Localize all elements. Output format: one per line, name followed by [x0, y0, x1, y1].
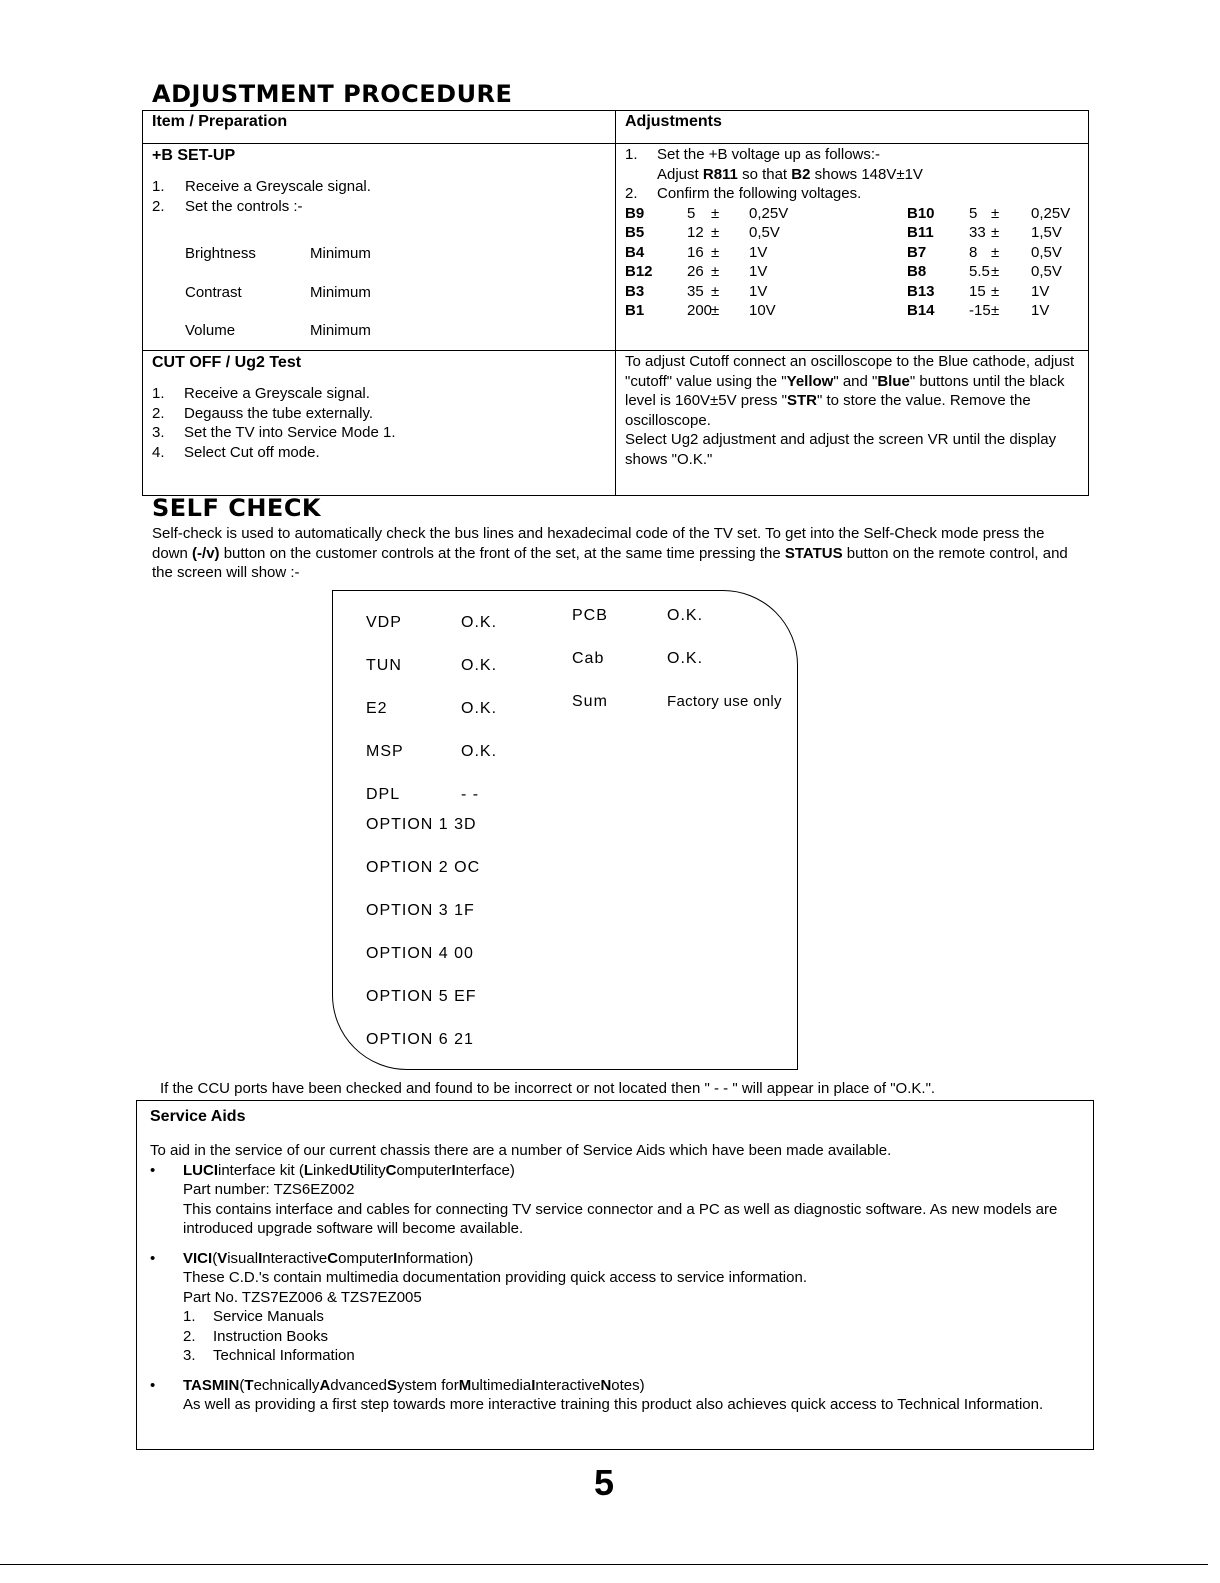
selfcheck-intro: Self-check is used to automatically check the bus lines and hexadecimal code of the TV set. To get into the Self-Check mode press the down (-/v) button on the customer controls at the front of the set, at the same time pressing the STATUS button on the remote control, and the screen will show :-: [152, 525, 1068, 581]
voltage-cell: 0,5V: [1031, 263, 1062, 280]
screen-status: Factory use only: [667, 693, 782, 710]
voltage-row: [625, 301, 1091, 321]
voltage-table: [625, 204, 1091, 321]
voltage-cell: 1V: [1031, 302, 1050, 319]
screen-status: O.K.: [461, 743, 498, 760]
voltage-cell: -15: [969, 302, 991, 319]
voltage-cell: B12: [625, 263, 653, 280]
screen-status: - -: [461, 786, 480, 803]
voltage-cell: 10V: [749, 302, 776, 319]
voltage-cell: 35: [687, 282, 704, 300]
voltage-cell: ±: [991, 282, 1000, 300]
cutoff-adjustments: To adjust Cutoff connect an oscilloscope to the Blue cathode, adjust "cutoff" value using the "Yellow" and "Blue" buttons until the black level is 160V±5V press "STR" to store the value. Remove the oscilloscope. Select Ug2 adjustment and adjust the screen VR until the display shows "O.K.": [625, 353, 1075, 468]
voltage-cell: ±: [711, 282, 720, 300]
voltage-cell: 5: [687, 204, 696, 222]
screen-option: OPTION 3 1F: [366, 902, 475, 919]
voltage-cell: ±: [991, 302, 1000, 319]
service-aids-box: [136, 1100, 1094, 1450]
service-aids-title: Service Aids: [150, 1108, 246, 1125]
voltage-cell: B9: [625, 204, 645, 222]
screen-label: VDP: [366, 614, 402, 631]
screen-status: O.K.: [461, 657, 498, 674]
screen-status: O.K.: [667, 650, 704, 667]
voltage-cell: 1V: [749, 282, 768, 300]
voltage-cell: 1,5V: [1031, 224, 1062, 241]
voltage-cell: B3: [625, 282, 645, 300]
voltage-cell: B11: [907, 224, 934, 241]
voltage-cell: B13: [907, 282, 935, 300]
screen-option: OPTION 2 OC: [366, 859, 481, 876]
voltage-cell: ±: [711, 224, 720, 241]
voltage-cell: 0,5V: [749, 224, 780, 241]
service-aids-content: To aid in the service of our current chassis there are a number of Service Aids which have been made available. • LUCIinterface kit (LinkedUtilityComputerInterface) Part number: TZS6EZ002 This contains interface and cables for connecting TV service connector and a PC as well as diagnostic software. As new models are introduced upgrade software will become available. • VICI(VisualInteractiveComputerInformation) These C.D.'s contain multimedia documentation providing quick access to service information. Part No. TZS7EZ006 & TZS7EZ005 1. Service Manuals 2. Instruction Books 3. Technical Information • TASMIN(TechnicallyAdvancedSystem forMultimediaInteractiveNotes) As well as providing a first step towards more interactive training this product also achieves quick access to Technical Information.: [150, 1142, 1058, 1413]
voltage-cell: ±: [991, 243, 1000, 261]
voltage-cell: ±: [991, 224, 1000, 241]
screen-label: Cab: [572, 650, 605, 667]
adjustment-title: ADJUSTMENT PROCEDURE: [152, 80, 513, 108]
voltage-row: [625, 262, 1091, 282]
ccu-note: If the CCU ports have been checked and found to be incorrect or not located then " - - " will appear in place of "O.K.".: [160, 1080, 936, 1097]
voltage-cell: ±: [991, 204, 1000, 222]
cutoff-steps: 1. Receive a Greyscale signal. 2. Degauss the tube externally. 3. Set the TV into Service Mode 1. 4. Select Cut off mode.: [152, 385, 396, 461]
adjustment-table: [142, 110, 1089, 496]
voltage-cell: 1V: [1031, 282, 1050, 300]
voltage-cell: 0,25V: [1031, 204, 1071, 222]
voltage-cell: B14: [907, 302, 935, 319]
screen-status: O.K.: [667, 607, 704, 624]
voltage-cell: ±: [711, 243, 720, 261]
screen-option: OPTION 5 EF: [366, 988, 477, 1005]
selfcheck-title: SELF CHECK: [152, 494, 322, 522]
voltage-cell: 0,5V: [1031, 243, 1062, 261]
screen-label: E2: [366, 700, 388, 717]
screen-option: OPTION 4 00: [366, 945, 474, 962]
screen-option: OPTION 1 3D: [366, 816, 477, 833]
voltage-cell: 200: [687, 302, 713, 319]
voltage-row: [625, 223, 1091, 243]
voltage-cell: ±: [711, 302, 720, 319]
voltage-cell: 1V: [749, 243, 768, 261]
col-header-adjustments: Adjustments: [625, 113, 722, 130]
screen-label: PCB: [572, 607, 608, 624]
voltage-row: [625, 243, 1091, 263]
voltage-cell: 5: [969, 204, 978, 222]
screen-option: OPTION 6 21: [366, 1031, 474, 1048]
voltage-cell: B5: [625, 224, 645, 241]
voltage-cell: ±: [711, 204, 720, 222]
voltage-row: [625, 282, 1091, 302]
voltage-cell: B1: [625, 302, 645, 319]
bset-steps: 1. Receive a Greyscale signal. 2. Set the controls :-: [152, 178, 371, 215]
screen-status: O.K.: [461, 614, 498, 631]
voltage-row: [625, 204, 1091, 224]
voltage-cell: B8: [907, 263, 927, 280]
bset-adjustments: 1. Set the +B voltage up as follows:- Adjust R811 so that B2 shows 148V±1V 2. Confirm the following voltages. B9 5 ± 0,25V B10 5 ± 0,25V B5 12 ± 0,5V B11 33 ± 1,5V B4 16 ± 1V B7 8 ± 0,5V B12 26 ± 1V B8 5.5 ± 0,5V B3 35 ± 1V B13 15 ± 1V B1 200 ± 10V B14 -15 ± 1V: [625, 145, 1091, 321]
bset-title: +B SET-UP: [152, 147, 236, 164]
page-number: 5: [593, 1462, 615, 1503]
voltage-cell: 0,25V: [749, 204, 789, 222]
voltage-cell: B4: [625, 243, 645, 261]
cutoff-title: CUT OFF / Ug2 Test: [152, 354, 302, 371]
voltage-cell: 1V: [749, 263, 768, 280]
voltage-cell: 33: [969, 224, 986, 241]
screen-status: O.K.: [461, 700, 498, 717]
screen-label: DPL: [366, 786, 401, 803]
voltage-cell: 12: [687, 224, 704, 241]
voltage-cell: 16: [687, 243, 704, 261]
screen-label: TUN: [366, 657, 402, 674]
voltage-cell: 8: [969, 243, 978, 261]
voltage-cell: 26: [687, 263, 704, 280]
voltage-cell: ±: [991, 263, 1000, 280]
voltage-cell: B10: [907, 204, 935, 222]
screen-label: MSP: [366, 743, 404, 760]
col-header-item: Item / Preparation: [152, 113, 288, 130]
bset-controls: Brightness Minimum Contrast Minimum Volume Minimum: [185, 245, 371, 339]
voltage-cell: 5.5: [969, 263, 990, 280]
voltage-cell: ±: [711, 263, 720, 280]
voltage-cell: B7: [907, 243, 927, 261]
voltage-cell: 15: [969, 282, 986, 300]
screen-label: Sum: [572, 693, 608, 710]
